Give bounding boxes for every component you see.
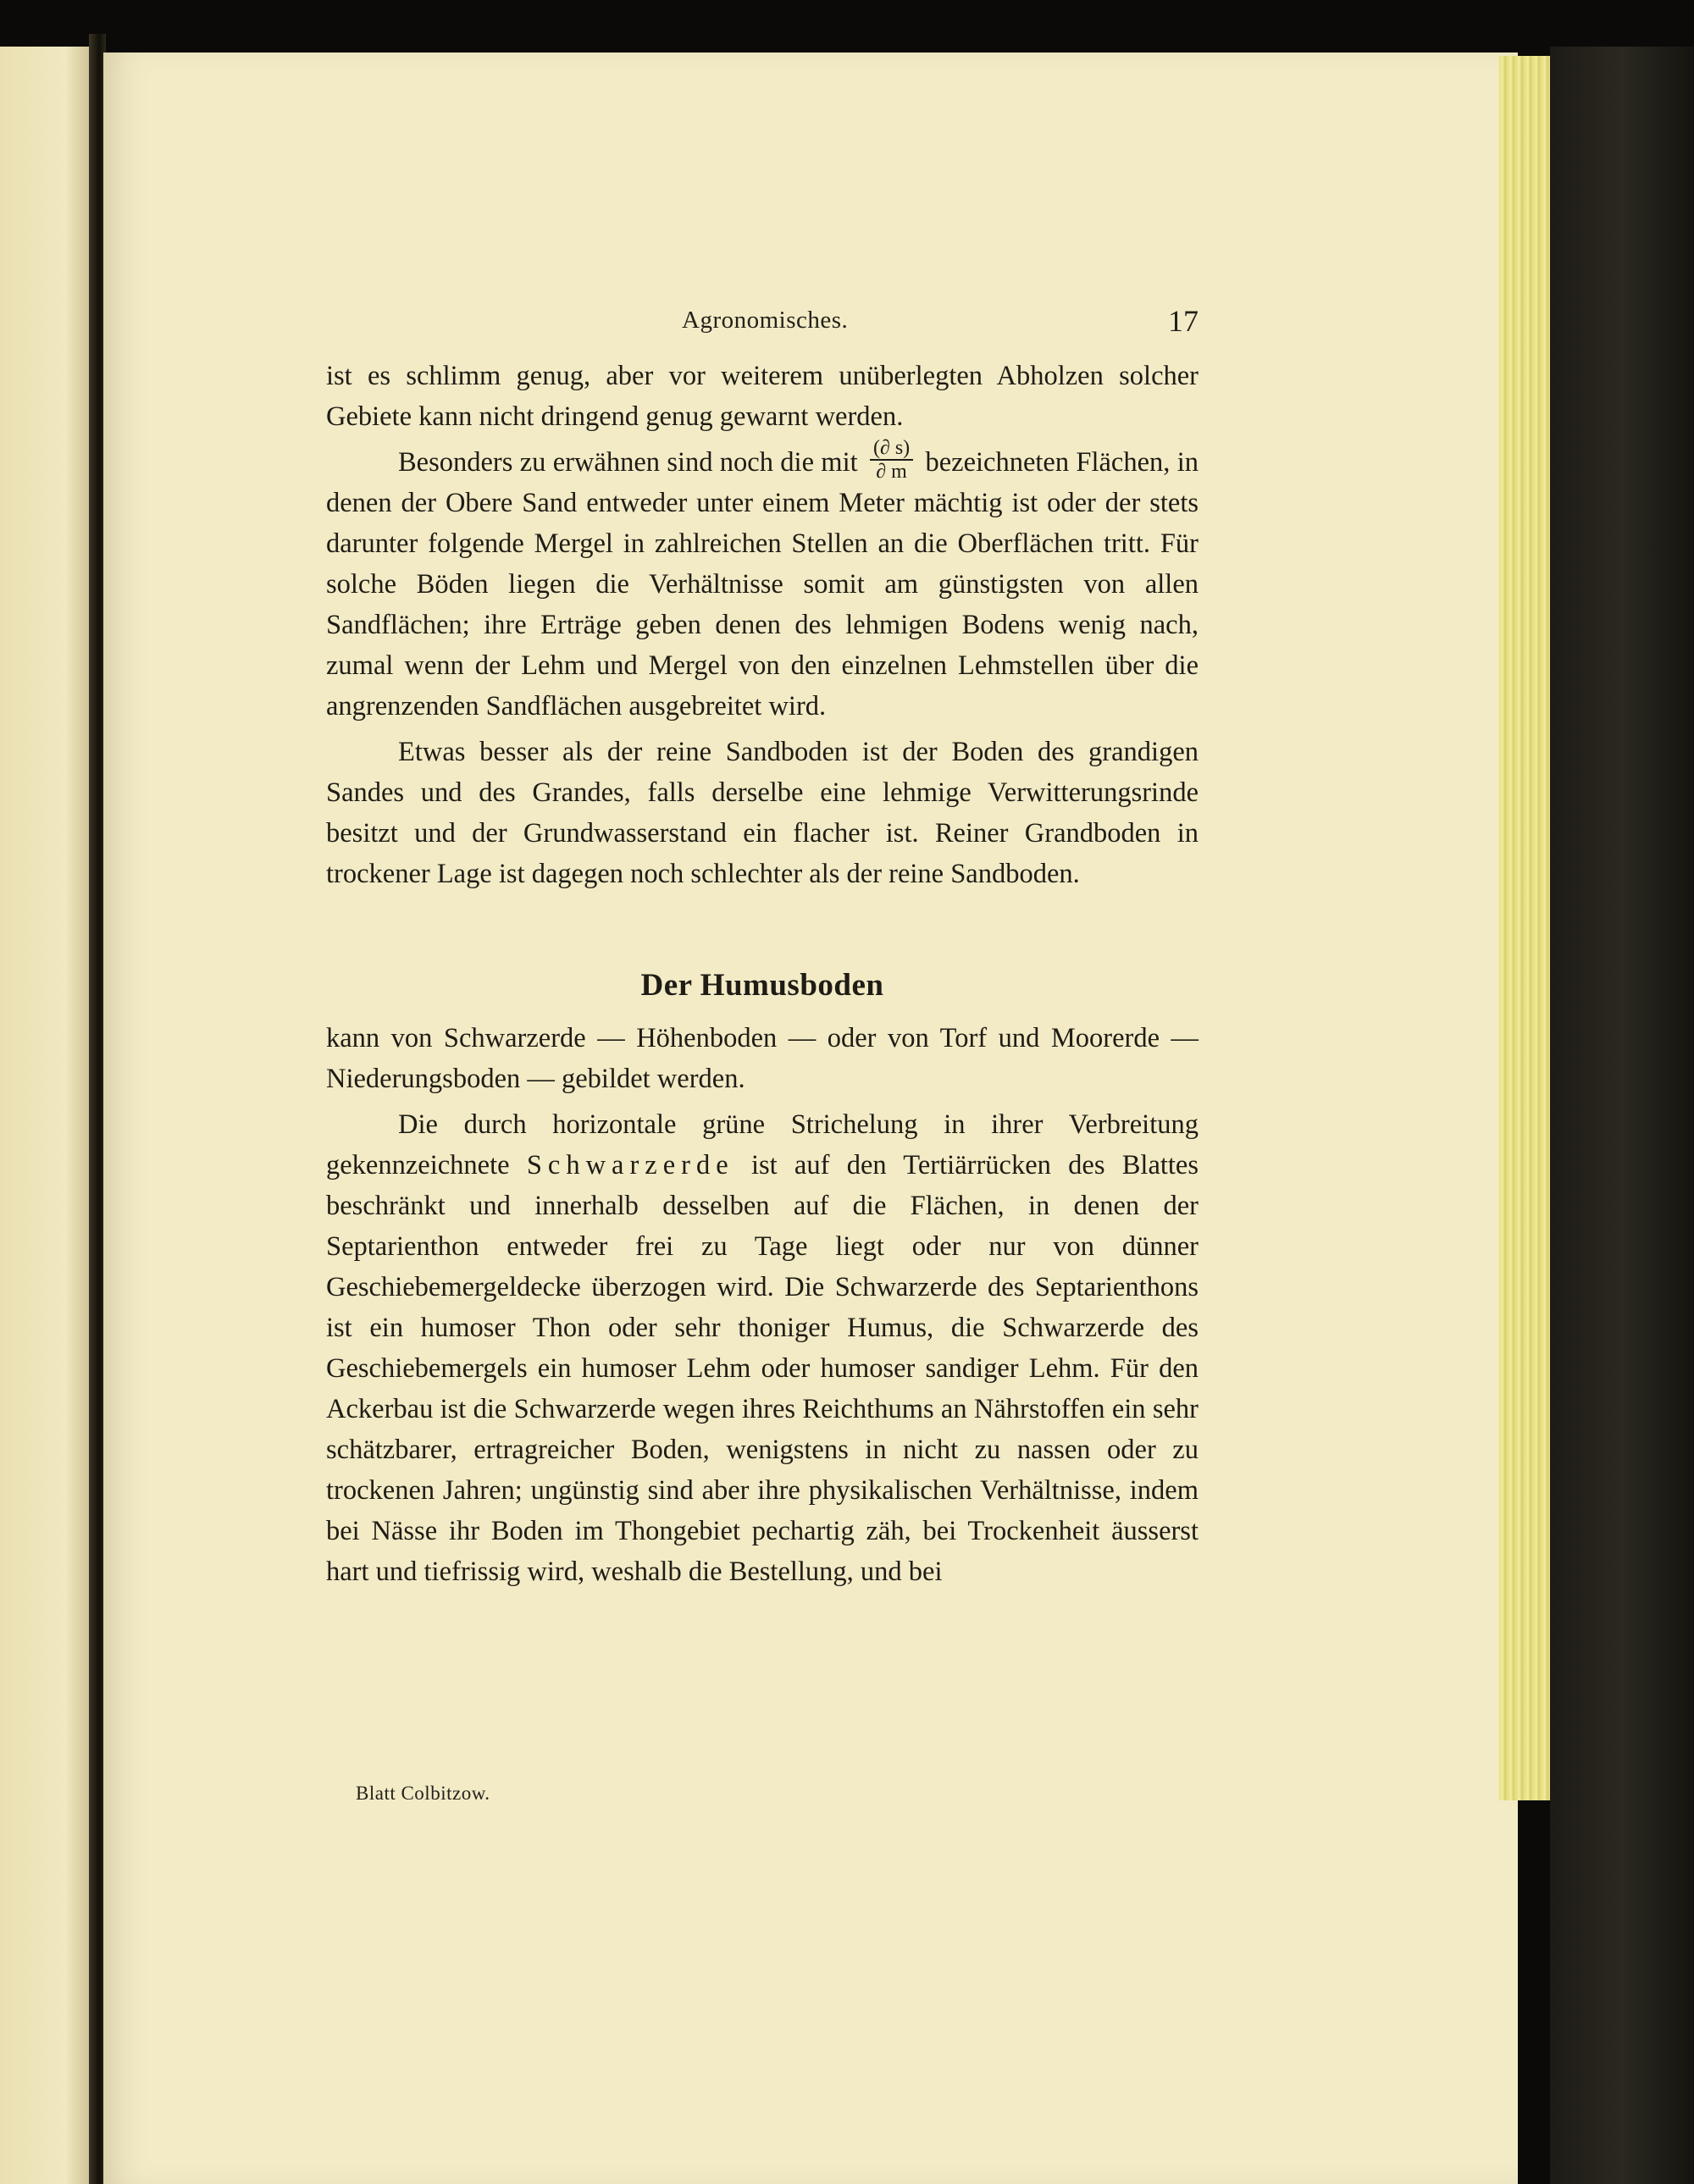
paragraph-2-start: Besonders zu erwähnen sind noch die mit [398,447,858,478]
paragraph-2-end: bezeichneten Flächen, in denen der Obere Sand entweder unter einem Meter mächtig ist oder der stets darunter folgende Mergel in zahlreichen Stellen an die Oberflächen tritt. Für solche Böden liegen die Verhältnisse somit am günstigsten von allen Sandflächen; ihre Erträge geben denen des lehmigen Bodens wenig nach, zumal wenn der Lehm und Mergel von den einzelnen Lehmstellen über die angrenzenden Sandflächen ausgebreitet wird. [326,447,1199,722]
paragraph-5-spaced-term: Schwarzerde [526,1150,734,1180]
fraction-denominator: ∂ m [876,460,907,483]
paragraph-3: Etwas besser als der reine Sandboden ist der Boden des grandigen Sandes und des Grandes, falls derselbe eine lehmige Verwitterungsrinde besitzt und der Grundwasserstand ein flacher ist. Reiner Grandboden in trockener Lage ist dagegen noch schlechter als der reine Sandboden. [326,737,1199,889]
running-title: Agronomisches. [682,307,849,334]
paragraph-1: ist es schlimm genug, aber vor weiterem unüberlegten Abholzen solcher Gebiete kann nicht dringend genug gewarnt werden. [326,361,1199,432]
section-heading: Der Humusboden [640,968,884,1003]
paragraph-4: kann von Schwarzerde — Höhenboden — oder von Torf und Moorerde — Niederungsboden — gebildet werden. [326,1023,1199,1094]
running-head [326,303,1199,346]
fraction-numerator: (∂ s) [870,437,913,461]
body-text [326,356,1199,1592]
footer-signature: Blatt Colbitzow. [356,1783,490,1804]
map-symbol-fraction [870,437,913,483]
paragraph-5-end: ist auf den Tertiärrücken des Blattes beschränkt und innerhalb desselben auf die Flächen, in denen der Septarienthon entweder frei zu Tage liegt oder nur von dünner Geschiebemergeldecke überzogen wird. Die Schwarzerde des Septarienthons ist ein humoser Thon oder sehr thoniger Humus, die Schwarzerde des Geschiebemergels ein humoser Lehm oder humoser sandiger Lehm. Für den Ackerbau ist die Schwarzerde wegen ihres Reichthums an Nährstoffen ein sehr schätzbarer, ertragreicher Boden, wenigstens in nicht zu nassen oder zu trockenen Jahren; ungünstig sind aber ihre physikalischen Verhältnisse, indem bei Nässe ihr Boden im Thongebiet pechartig zäh, bei Trockenheit äusserst hart und tiefrissig wird, weshalb die Bestellung, und bei [326,1150,1199,1587]
paragraph-5-start: Die durch horizontale grüne Strichelung in ihrer Verbreitung gekennzeichnete [326,1109,1199,1180]
page-edges [1499,56,1555,1800]
paragraph-5 [326,1104,1199,1592]
cover-board [1550,47,1694,2184]
paragraph-2 [326,436,1199,727]
page-number: 17 [1168,304,1199,338]
left-page-edge [0,47,93,2184]
